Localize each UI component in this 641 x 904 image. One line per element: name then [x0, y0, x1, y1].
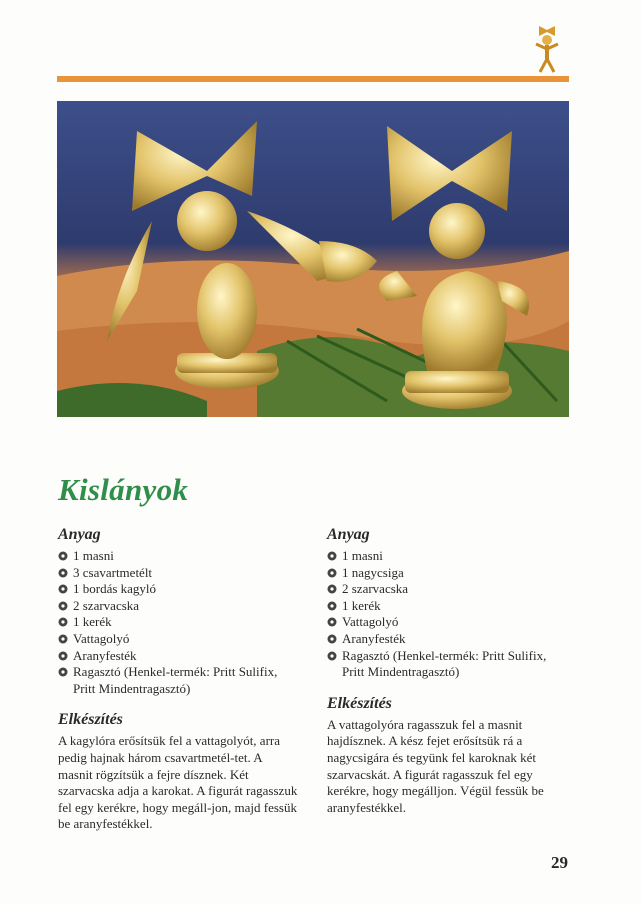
- flower-bullet-icon: [327, 651, 337, 661]
- list-item: 1 bordás kagyló: [58, 581, 298, 598]
- list-item: Ragasztó (Henkel-termék: Pritt Sulifix, Pritt Mindentragasztó): [327, 648, 567, 681]
- top-orange-rule: [57, 76, 569, 82]
- flower-bullet-icon: [327, 634, 337, 644]
- materials-list-left: [58, 548, 298, 697]
- preparation-text-left: A kagylóra erősítsük fel a vattagolyót, arra pedig hajnak három csavartmetél-tet. A masnit rögzítsük a fejre dísznek. Két szarvacska adja a karokat. A figurát ragasszuk fel egy kerékre, hogy megáll-jon, majd fessük be aranyfestékkel.: [58, 733, 298, 832]
- list-item: Vattagolyó: [58, 631, 298, 648]
- page-number: 29: [551, 853, 568, 872]
- materials-heading-left: Anyag: [58, 526, 101, 543]
- flower-bullet-icon: [327, 617, 337, 627]
- preparation-text-right: A vattagolyóra ragasszuk fel a masnit hajdísznek. A kész fejet erősítsük rá a nagycsigára és tegyünk fel karoknak két szarvacskát. A figurát ragasszuk fel egy kerékre, hogy megálljon. Végül fessük be aranyfestékkel.: [327, 716, 544, 815]
- page-title: Kislányok: [58, 472, 189, 507]
- preparation-heading-right: Elkészítés: [327, 694, 392, 712]
- right-column: [327, 524, 567, 816]
- list-item: 1 kerék: [58, 614, 298, 631]
- flower-bullet-icon: [58, 667, 68, 677]
- photo-pasta-girls: [57, 101, 569, 417]
- flower-bullet-icon: [58, 634, 68, 644]
- list-item: 1 masni: [58, 548, 298, 565]
- flower-bullet-icon: [58, 601, 68, 611]
- list-item: 1 kerék: [327, 598, 567, 615]
- list-item: 1 masni: [327, 548, 567, 565]
- flower-bullet-icon: [327, 568, 337, 578]
- flower-bullet-icon: [327, 601, 337, 611]
- list-item: 2 szarvacska: [58, 598, 298, 615]
- list-item: 2 szarvacska: [327, 581, 567, 598]
- pasta-figure-icon: [530, 20, 564, 76]
- flower-bullet-icon: [58, 551, 68, 561]
- materials-list-right: [327, 548, 567, 681]
- flower-bullet-icon: [58, 568, 68, 578]
- list-item: 3 csavartmetélt: [58, 565, 298, 582]
- flower-bullet-icon: [327, 551, 337, 561]
- materials-heading-right: Anyag: [327, 526, 370, 543]
- list-item: 1 nagycsiga: [327, 565, 567, 582]
- preparation-heading-left: Elkészítés: [58, 711, 123, 729]
- list-item: Aranyfesték: [327, 631, 567, 648]
- flower-bullet-icon: [58, 617, 68, 627]
- list-item: Aranyfesték: [58, 648, 298, 665]
- flower-bullet-icon: [58, 584, 68, 594]
- flower-bullet-icon: [327, 584, 337, 594]
- list-item: Ragasztó (Henkel-termék: Pritt Sulifix, Pritt Mindentragasztó): [58, 664, 298, 697]
- left-column: [58, 524, 298, 833]
- flower-bullet-icon: [58, 651, 68, 661]
- list-item: Vattagolyó: [327, 614, 567, 631]
